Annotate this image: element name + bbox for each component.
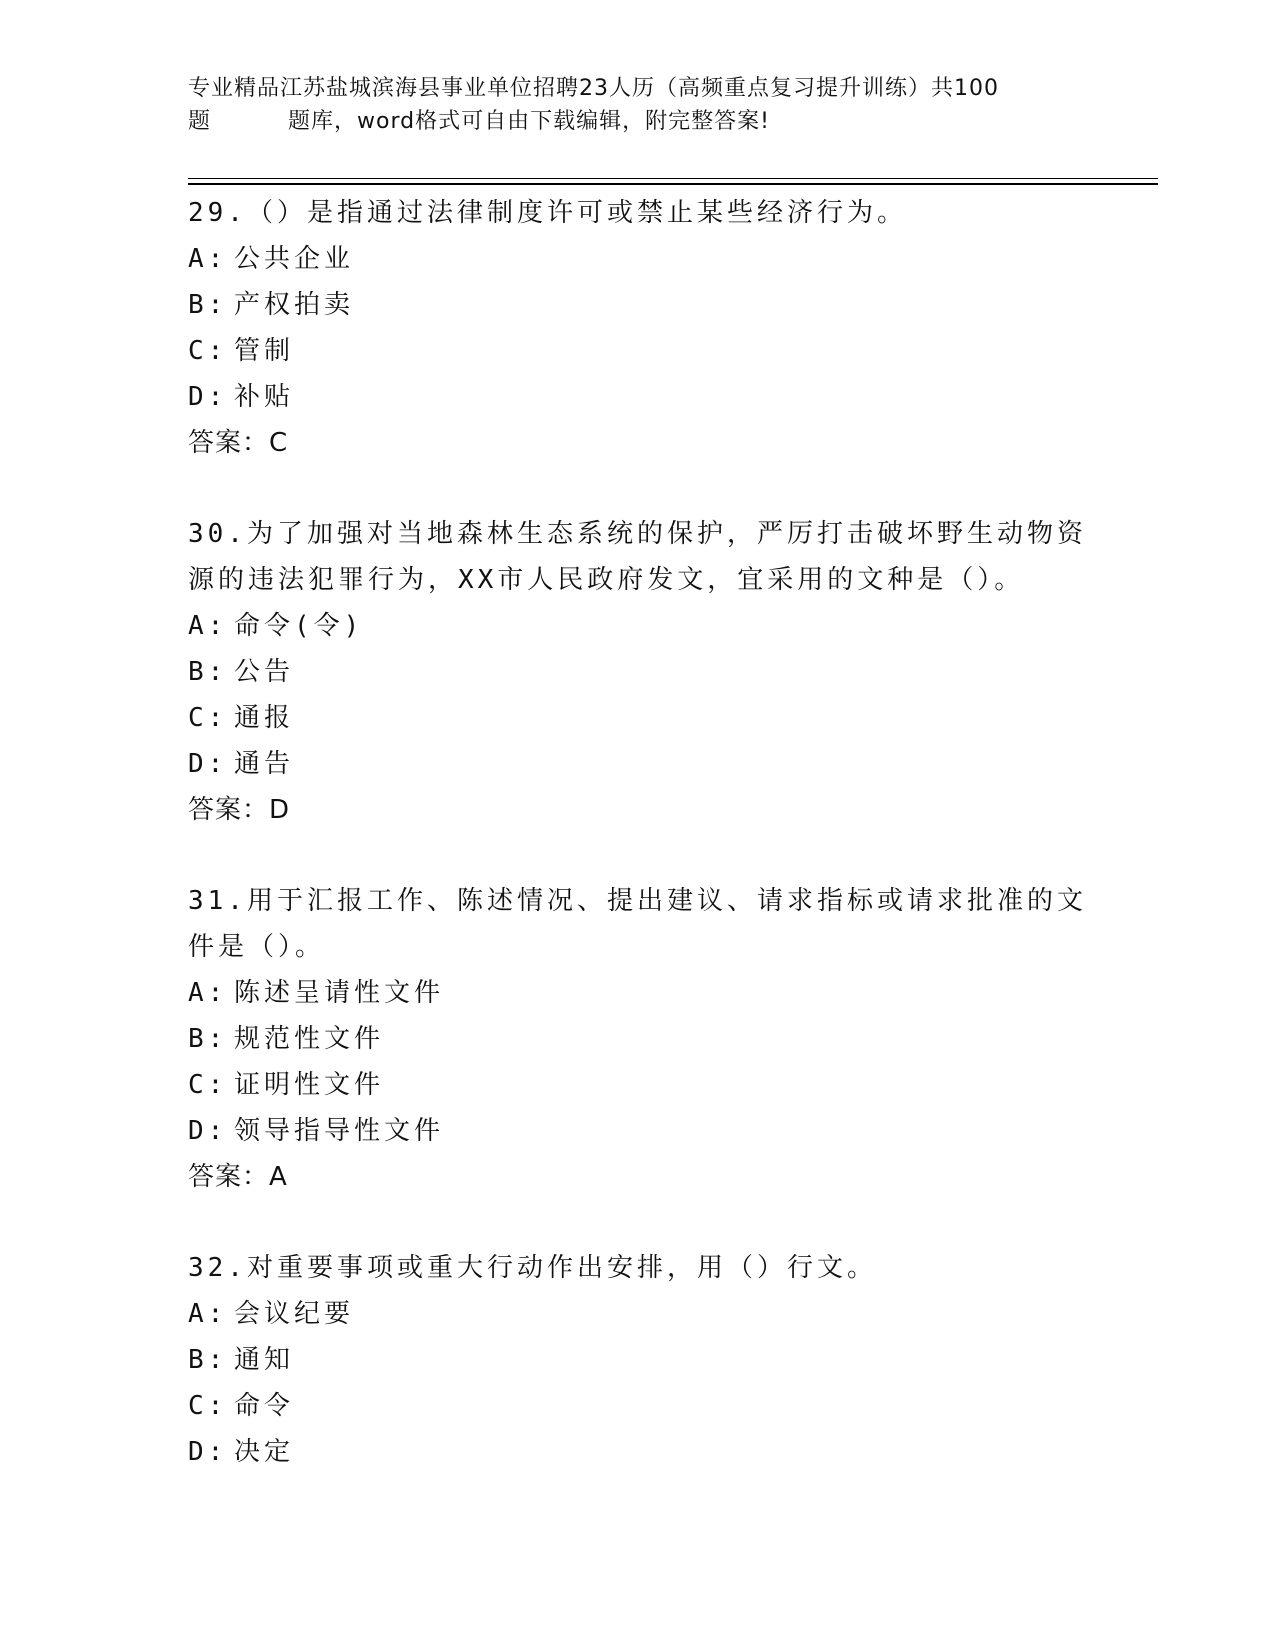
- option-letter: A:: [188, 978, 228, 1008]
- option-text: 公共企业: [234, 244, 355, 274]
- option-letter: D:: [188, 1116, 228, 1146]
- option-letter: C:: [188, 1391, 228, 1421]
- option-b: [188, 1337, 1088, 1383]
- question-stem: 32.对重要事项或重大行动作出安排，用（）行文。: [188, 1253, 877, 1283]
- option-text: 规范性文件: [234, 1024, 385, 1054]
- option-a: [188, 603, 1088, 649]
- header-divider-thick: [188, 183, 1158, 185]
- option-text: 产权拍卖: [234, 290, 355, 320]
- option-letter: B:: [188, 657, 228, 687]
- option-a: [188, 1291, 1088, 1337]
- option-letter: B:: [188, 1345, 228, 1375]
- question-stem: 29.（）是指通过法律制度许可或禁止某些经济行为。: [188, 198, 907, 228]
- option-b: [188, 282, 1088, 328]
- option-b: [188, 649, 1088, 695]
- option-text: 补贴: [234, 382, 295, 412]
- option-c: [188, 1062, 1088, 1108]
- answer-line: 答案：A: [188, 1162, 288, 1192]
- option-text: 通报: [234, 703, 295, 733]
- header-line2-text: 题库，word格式可自由下载编辑，附完整答案!: [288, 109, 770, 134]
- header-line2-lead: 题: [188, 109, 212, 134]
- answer-line: 答案：C: [188, 428, 289, 458]
- question-30: [188, 511, 1088, 833]
- header-title-line2: [188, 105, 1088, 138]
- header-divider-thin: [188, 178, 1158, 179]
- option-d: [188, 1108, 1088, 1154]
- option-d: [188, 1429, 1088, 1475]
- option-c: [188, 1383, 1088, 1429]
- option-text: 通知: [234, 1345, 295, 1375]
- option-d: [188, 741, 1088, 787]
- option-text: 领导指导性文件: [234, 1116, 445, 1146]
- option-text: 管制: [234, 336, 295, 366]
- option-text: 命令: [234, 1391, 295, 1421]
- option-b: [188, 1016, 1088, 1062]
- question-stem: 30.为了加强对当地森林生态系统的保护，严厉打击破坏野生动物资源的违法犯罪行为，XX市人民政府发文，宜采用的文种是（）。: [188, 519, 1087, 595]
- option-letter: D:: [188, 749, 228, 779]
- option-letter: B:: [188, 1024, 228, 1054]
- option-letter: D:: [188, 382, 228, 412]
- header-title-line1: 专业精品江苏盐城滨海县事业单位招聘23人历（高频重点复习提升训练）共100: [188, 76, 999, 101]
- option-text: 通告: [234, 749, 295, 779]
- option-text: 证明性文件: [234, 1070, 385, 1100]
- question-31: [188, 878, 1088, 1200]
- option-letter: D:: [188, 1437, 228, 1467]
- option-letter: C:: [188, 1070, 228, 1100]
- option-a: [188, 236, 1088, 282]
- option-text: 会议纪要: [234, 1299, 355, 1329]
- option-text: 陈述呈请性文件: [234, 978, 445, 1008]
- option-letter: A:: [188, 1299, 228, 1329]
- document-header: [188, 72, 1088, 138]
- question-29: [188, 190, 1088, 466]
- option-letter: B:: [188, 290, 228, 320]
- option-c: [188, 328, 1088, 374]
- option-letter: C:: [188, 703, 228, 733]
- question-list: [188, 190, 1088, 1475]
- question-stem: 31.用于汇报工作、陈述情况、提出建议、请求指标或请求批准的文件是（）。: [188, 886, 1087, 962]
- option-c: [188, 695, 1088, 741]
- option-letter: C:: [188, 336, 228, 366]
- option-text: 决定: [234, 1437, 295, 1467]
- answer-line: 答案：D: [188, 795, 291, 825]
- option-d: [188, 374, 1088, 420]
- option-letter: A:: [188, 611, 228, 641]
- option-a: [188, 970, 1088, 1016]
- option-letter: A:: [188, 244, 228, 274]
- option-text: 公告: [234, 657, 295, 687]
- option-text: 命令(令): [234, 611, 364, 641]
- question-32: [188, 1245, 1088, 1475]
